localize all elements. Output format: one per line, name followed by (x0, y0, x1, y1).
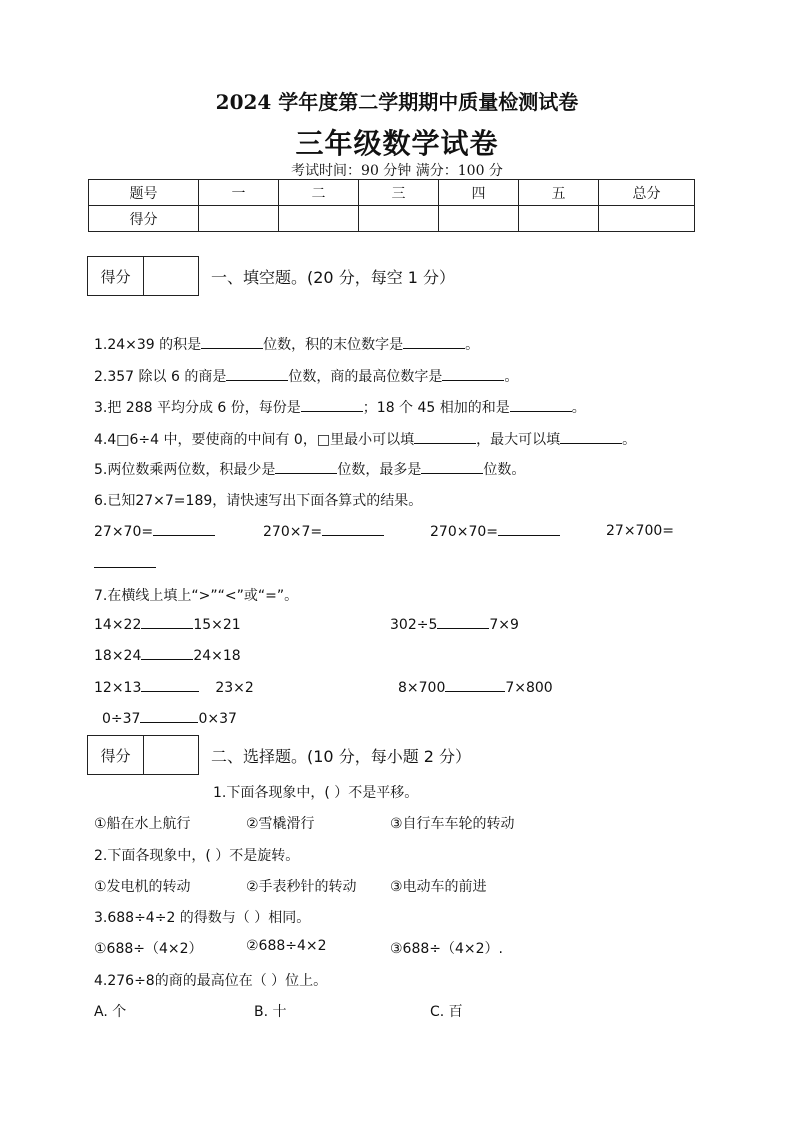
score-cell[interactable] (519, 206, 599, 232)
answer-blank[interactable] (437, 616, 489, 629)
q2-text-b: 位数，商的最高位数字是 (288, 369, 443, 385)
score-box-blank[interactable] (144, 257, 198, 295)
mc-option[interactable]: B. 十 (254, 1004, 287, 1020)
mc-option[interactable]: C. 百 (430, 1004, 463, 1020)
q7-right: 15×21 (193, 617, 241, 633)
q3-text-b: ；18 个 45 相加的和是 (362, 400, 510, 416)
mc-option[interactable]: ②688÷4×2 (246, 938, 327, 954)
q6-expr: 270×7= (263, 524, 323, 540)
question-7: 7.在横线上填上“>”“<”或“=”。 (94, 588, 299, 604)
q6-item (606, 523, 674, 539)
section1-score-box (87, 256, 199, 296)
exam-title: 2024 学年度第二学期期中质量检测试卷 (215, 90, 579, 114)
exam-subtitle: 三年级数学试卷 (295, 127, 499, 160)
question-6: 6.已知27×7=189，请快速写出下面各算式的结果。 (94, 493, 423, 509)
exam-meta: 考试时间：90 分钟 满分：100 分 (291, 163, 503, 179)
answer-blank[interactable] (445, 679, 505, 692)
q7-item (102, 710, 237, 727)
score-cell[interactable] (359, 206, 439, 232)
section2-score-box (87, 735, 199, 775)
mc-option[interactable]: ③电动车的前进 (390, 879, 487, 895)
score-cell[interactable] (199, 206, 279, 232)
question-5 (94, 459, 525, 479)
mc-option[interactable]: A. 个 (94, 1004, 127, 1020)
mc-option[interactable]: ①688÷（4×2） (94, 941, 203, 957)
mc-question-3: 3.688÷4÷2 的得数与（ ）相同。 (94, 910, 311, 926)
mc-option[interactable]: ③688÷（4×2）. (390, 941, 503, 957)
q7-left: 12×13 (94, 680, 142, 696)
answer-blank[interactable] (322, 523, 384, 536)
score-table-header-row (89, 180, 695, 206)
q7-left: 302÷5 (390, 617, 438, 633)
score-cell[interactable] (439, 206, 519, 232)
question-3 (94, 397, 586, 417)
q1-text-c: 。 (465, 337, 480, 353)
q3-text-a: 3.把 288 平均分成 6 份，每份是 (94, 400, 301, 416)
q7-item (94, 647, 241, 664)
answer-blank[interactable] (201, 336, 263, 349)
mc-option[interactable]: ①发电机的转动 (94, 879, 191, 895)
score-table (88, 179, 695, 232)
q6-expr: 27×700= (606, 523, 674, 539)
q7-left: 8×700 (398, 680, 446, 696)
q2-text-c: 。 (504, 369, 519, 385)
q7-item (390, 616, 519, 633)
answer-blank[interactable] (421, 461, 483, 474)
q7-item (94, 679, 254, 696)
answer-blank[interactable] (141, 679, 199, 692)
score-box-label: 得分 (88, 736, 144, 774)
score-box-label: 得分 (88, 257, 144, 295)
score-header-cell: 一 (199, 180, 279, 206)
mc-option[interactable]: ③自行车车轮的转动 (390, 816, 515, 832)
score-header-cell: 五 (519, 180, 599, 206)
answer-blank[interactable] (141, 616, 193, 629)
q7-left: 18×24 (94, 648, 142, 664)
q6-item (263, 523, 384, 540)
q7-left: 0÷37 (102, 711, 141, 727)
q6-item (430, 523, 560, 540)
answer-blank[interactable] (94, 556, 156, 568)
q7-left: 14×22 (94, 617, 142, 633)
q4-text-c: 。 (622, 432, 637, 448)
q7-right: 7×800 (505, 680, 553, 696)
score-header-cell: 三 (359, 180, 439, 206)
score-header-cell: 总分 (599, 180, 695, 206)
q7-right: 0×37 (198, 711, 237, 727)
answer-blank[interactable] (226, 368, 288, 381)
score-header-cell: 题号 (89, 180, 199, 206)
answer-blank[interactable] (301, 399, 363, 412)
mc-question-4: 4.276÷8的商的最高位在（ ）位上。 (94, 973, 328, 989)
section1-title: 一、填空题。(20 分，每空 1 分） (211, 268, 456, 287)
answer-blank[interactable] (153, 523, 215, 536)
q7-right: 24×18 (193, 648, 241, 664)
answer-blank[interactable] (510, 399, 572, 412)
q7-item (94, 616, 241, 633)
mc-option[interactable]: ②手表秒针的转动 (246, 879, 357, 895)
answer-blank[interactable] (442, 368, 504, 381)
q6-item (94, 523, 215, 540)
q5-text-b: 位数，最多是 (337, 462, 422, 478)
q4-text-a: 4.4□6÷4 中，要使商的中间有 0，□里最小可以填 (94, 432, 415, 448)
score-table-score-row (89, 206, 695, 232)
q5-text-c: 位数。 (483, 462, 526, 478)
score-header-cell: 四 (439, 180, 519, 206)
q7-item (398, 679, 553, 696)
mc-question-1: 1.下面各现象中，( ）不是平移。 (213, 785, 419, 801)
score-row-label: 得分 (89, 206, 199, 232)
score-box-blank[interactable] (144, 736, 198, 774)
q6-expr: 270×70= (430, 524, 498, 540)
mc-option[interactable]: ①船在水上航行 (94, 816, 191, 832)
score-cell[interactable] (279, 206, 359, 232)
question-1 (94, 334, 479, 354)
section2-title: 二、选择题。(10 分，每小题 2 分） (211, 747, 472, 766)
q6-expr: 27×70= (94, 524, 154, 540)
q2-text-a: 2.357 除以 6 的商是 (94, 369, 227, 385)
q1-text-a: 1.24×39 的积是 (94, 337, 202, 353)
question-4 (94, 429, 636, 449)
answer-blank[interactable] (414, 431, 476, 444)
mc-question-2: 2.下面各现象中，( ）不是旋转。 (94, 848, 300, 864)
q7-right: 23×2 (215, 680, 254, 696)
q7-right: 7×9 (489, 617, 519, 633)
q3-text-c: 。 (571, 400, 586, 416)
answer-blank[interactable] (560, 431, 622, 444)
mc-option[interactable]: ②雪橇滑行 (246, 816, 315, 832)
q1-text-b: 位数，积的末位数字是 (263, 337, 404, 353)
score-header-cell: 二 (279, 180, 359, 206)
q5-text-a: 5.两位数乘两位数，积最少是 (94, 462, 276, 478)
answer-blank[interactable] (140, 710, 198, 723)
question-2 (94, 366, 518, 386)
answer-blank[interactable] (498, 523, 560, 536)
score-cell[interactable] (599, 206, 695, 232)
answer-blank[interactable] (141, 647, 193, 660)
q4-text-b: ，最大可以填 (476, 432, 561, 448)
answer-blank[interactable] (275, 461, 337, 474)
answer-blank[interactable] (403, 336, 465, 349)
